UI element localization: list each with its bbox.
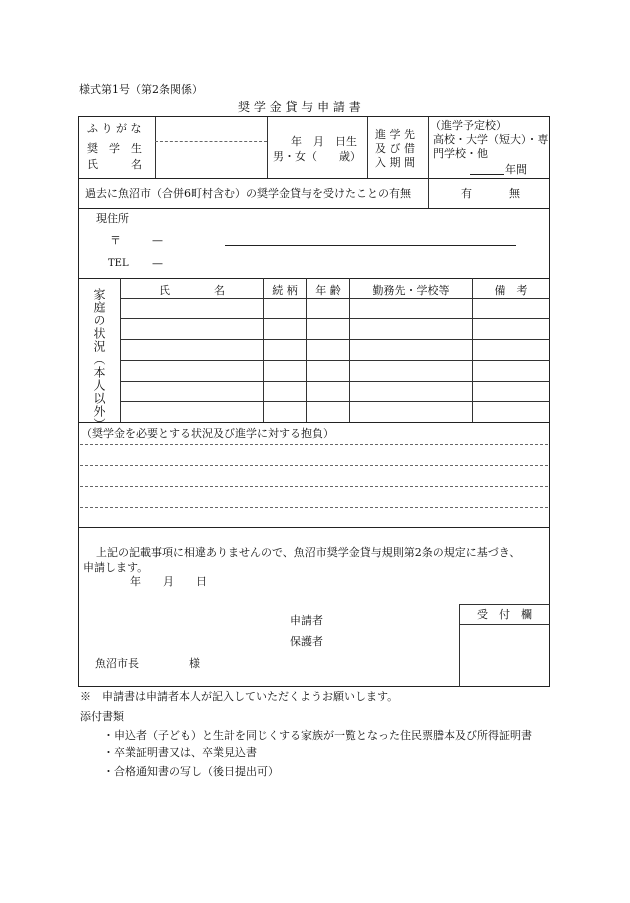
family-header-workplace: 勤務先・学校等 bbox=[372, 284, 450, 297]
past-loan-question: 過去に魚沼市（合併6町村含む）の奨学金貸与を受けたことの有無 bbox=[85, 187, 411, 200]
school-options-1: 高校・大学（短大）・専 bbox=[433, 133, 549, 146]
past-loan-yes[interactable]: 有 bbox=[461, 187, 472, 200]
sex-age-label: 男・女（ 歳） bbox=[273, 150, 361, 163]
declaration-text-2: 申請します。 bbox=[83, 561, 149, 574]
destination-label-1: 進 学 先 bbox=[375, 128, 415, 141]
section-divider bbox=[79, 422, 550, 423]
family-row-input[interactable] bbox=[121, 299, 549, 318]
family-header-relation: 続 柄 bbox=[272, 284, 298, 297]
divider bbox=[428, 178, 429, 208]
attachment-item: ・卒業証明書又は、卒業見込書 bbox=[103, 746, 257, 759]
family-header-age: 年 齢 bbox=[315, 284, 341, 297]
declaration-text-1: 上記の記載事項に相違ありませんので、魚沼市奨学金貸与規則第2条の規定に基づき、 bbox=[96, 546, 521, 559]
divider bbox=[367, 117, 368, 178]
family-header-remarks: 備 考 bbox=[494, 284, 528, 297]
applicant-label: 申請者 bbox=[290, 614, 323, 627]
name-input[interactable] bbox=[157, 144, 265, 176]
situation-label: （奨学金を必要とする状況及び進学に対する抱負） bbox=[81, 427, 334, 440]
family-header-name: 氏 名 bbox=[159, 284, 225, 297]
divider bbox=[155, 117, 156, 178]
name-label: 氏 名 bbox=[87, 158, 142, 171]
tel-label: TEL bbox=[108, 258, 129, 269]
guardian-label: 保護者 bbox=[290, 635, 323, 648]
destination-label-2: 及 び 借 bbox=[375, 142, 415, 155]
destination-label-3: 入 期 間 bbox=[375, 156, 415, 169]
receipt-box-divider bbox=[459, 624, 550, 625]
note-asterisk: ※ 申請書は申請者本人が記入していただくようお願いします。 bbox=[80, 690, 399, 703]
address-input[interactable] bbox=[225, 230, 516, 244]
furigana-dashed-line bbox=[155, 141, 267, 142]
family-row-input[interactable] bbox=[121, 319, 549, 338]
family-side-label: 家庭の状況（本人以外） bbox=[92, 288, 106, 431]
divider bbox=[428, 117, 429, 178]
postal-dash: — bbox=[152, 234, 163, 247]
years-underline bbox=[470, 174, 504, 175]
situation-input[interactable] bbox=[80, 445, 548, 525]
honorific-label: 様 bbox=[189, 657, 200, 670]
receipt-box-top bbox=[459, 604, 550, 605]
form-number: 様式第1号（第2条関係） bbox=[79, 83, 203, 96]
declaration-date: 年 月 日 bbox=[130, 575, 207, 588]
past-loan-no[interactable]: 無 bbox=[509, 187, 520, 200]
attachment-item: ・申込者（子ども）と生計を同じくする家族が一覧となった住民票謄本及び所得証明書 bbox=[103, 729, 532, 742]
form-title: 奨 学 金 貸 与 申 請 書 bbox=[238, 100, 361, 114]
school-options-2: 門学校・他 bbox=[433, 147, 488, 160]
receipt-label: 受 付 欄 bbox=[477, 608, 532, 621]
divider bbox=[267, 117, 268, 178]
attachments-label: 添付書類 bbox=[80, 710, 124, 723]
family-row-input[interactable] bbox=[121, 402, 549, 421]
postal-mark: 〒 bbox=[110, 234, 121, 247]
family-row-input[interactable] bbox=[121, 361, 549, 380]
section-divider bbox=[79, 278, 550, 279]
address-label: 現住所 bbox=[96, 212, 129, 225]
student-label: 奨 学 生 bbox=[87, 142, 142, 155]
section-divider bbox=[79, 208, 550, 209]
years-label: 年間 bbox=[505, 163, 527, 176]
address-underline bbox=[225, 245, 516, 246]
furigana-label: ふ り が な bbox=[87, 122, 142, 135]
family-row-input[interactable] bbox=[121, 382, 549, 400]
mayor-label: 魚沼市長 bbox=[95, 657, 139, 670]
family-row-input[interactable] bbox=[121, 340, 549, 359]
birth-label: 年 月 日生 bbox=[291, 135, 357, 148]
tel-dash: — bbox=[152, 257, 163, 270]
planned-school-label: （進学予定校） bbox=[430, 119, 507, 132]
furigana-input[interactable] bbox=[157, 119, 265, 139]
section-divider bbox=[79, 178, 550, 179]
section-divider bbox=[79, 527, 550, 528]
attachment-item: ・合格通知書の写し（後日提出可） bbox=[103, 765, 279, 778]
